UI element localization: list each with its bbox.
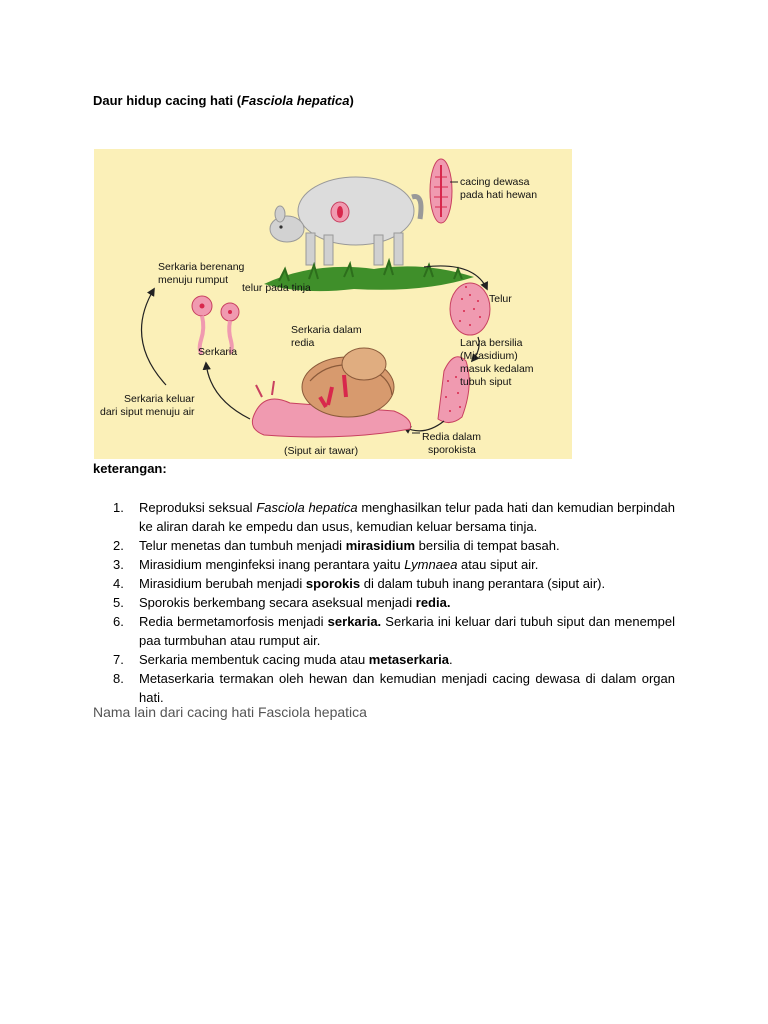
egg-illustration <box>450 283 490 335</box>
step-text: redia. <box>415 595 451 610</box>
step-item <box>93 536 675 555</box>
step-number: 3. <box>113 557 124 572</box>
step-item <box>93 650 675 669</box>
step-text: Serkaria membentuk cacing muda atau <box>139 652 369 667</box>
step-number: 4. <box>113 576 124 591</box>
step-text: Reproduksi seksual <box>139 500 257 515</box>
step-number: 5. <box>113 595 124 610</box>
step-text: bersilia di tempat basah. <box>415 538 560 553</box>
step-text: atau siput air. <box>457 557 539 572</box>
step-text: metaserkaria <box>368 652 450 667</box>
step-text: Redia bermetamorfosis menjadi <box>139 614 328 629</box>
step-number: 1. <box>113 500 124 515</box>
step-item <box>93 612 675 650</box>
label-feces: telur pada tinja <box>242 282 311 294</box>
label-egg: Telur <box>489 293 512 305</box>
label-larva-4: tubuh siput <box>460 376 512 388</box>
label-swimming-1: Serkaria berenang <box>158 261 245 273</box>
step-number: 6. <box>113 614 124 629</box>
label-cercaria-redia-2: redia <box>291 337 315 349</box>
step-text: Metaserkaria termakan oleh hewan dan kemudian menjadi cacing dewasa di dalam organ hati. <box>139 671 675 705</box>
page-title <box>93 93 354 108</box>
label-redia-1: Redia dalam <box>422 431 481 443</box>
snail-illustration <box>252 348 410 437</box>
step-text: Lymnaea <box>404 557 458 572</box>
adult-fluke-illustration <box>430 159 452 223</box>
step-text: Mirasidium berubah menjadi <box>139 576 306 591</box>
step-text: mirasidium <box>345 538 416 553</box>
step-text: sporokis <box>305 576 361 591</box>
label-larva-2: (Mirasidium) <box>460 350 518 362</box>
label-swimming-2: menuju rumput <box>158 274 229 286</box>
label-snail: (Siput air tawar) <box>284 445 359 457</box>
keterangan-label: keterangan: <box>93 461 167 476</box>
title-prefix: Daur hidup cacing hati ( <box>93 93 242 108</box>
label-adult-1: cacing dewasa <box>460 176 530 188</box>
step-text: menghasilkan telur pada hati dan kemudian berpindah ke aliran darah ke empedu dan usus, kemudian keluar bersama tinja. <box>139 500 676 534</box>
label-cercaria-redia-1: Serkaria dalam <box>291 324 362 336</box>
step-text: di dalam tubuh inang perantara (siput air). <box>360 576 606 591</box>
step-text: Mirasidium menginfeksi inang perantara yaitu <box>139 557 405 572</box>
step-number: 2. <box>113 538 124 553</box>
step-number: 7. <box>113 652 124 667</box>
label-exit-1: Serkaria keluar <box>124 393 195 405</box>
step-text: . <box>449 652 453 667</box>
step-text: Telur menetas dan tumbuh menjadi <box>139 538 346 553</box>
step-text: Fasciola hepatica <box>256 500 358 515</box>
title-species: Fasciola hepatica <box>241 93 350 108</box>
step-item <box>93 574 675 593</box>
step-item <box>93 498 675 536</box>
step-number: 8. <box>113 671 124 686</box>
title-suffix: ) <box>349 93 354 108</box>
step-item <box>93 669 675 707</box>
label-redia-2: sporokista <box>428 444 476 456</box>
step-item <box>93 555 675 574</box>
sheep-illustration <box>270 177 421 265</box>
life-cycle-figure <box>94 149 572 459</box>
label-cercaria: Serkaria <box>198 346 238 358</box>
steps-list <box>93 498 675 707</box>
step-text: Sporokis berkembang secara aseksual menjadi <box>139 595 416 610</box>
step-text: Serkaria ini keluar dari tubuh siput dan menempel paa turmbuhan atau rumput air. <box>139 614 675 648</box>
label-larva-1: Larva bersilia <box>460 337 523 349</box>
label-exit-2: dari siput menuju air <box>100 406 195 418</box>
step-item <box>93 593 675 612</box>
step-text: serkaria. <box>327 614 382 629</box>
footer-note: Nama lain dari cacing hati Fasciola hepatica <box>93 704 367 720</box>
label-adult-2: pada hati hewan <box>460 189 538 201</box>
label-larva-3: masuk kedalam <box>460 363 534 375</box>
